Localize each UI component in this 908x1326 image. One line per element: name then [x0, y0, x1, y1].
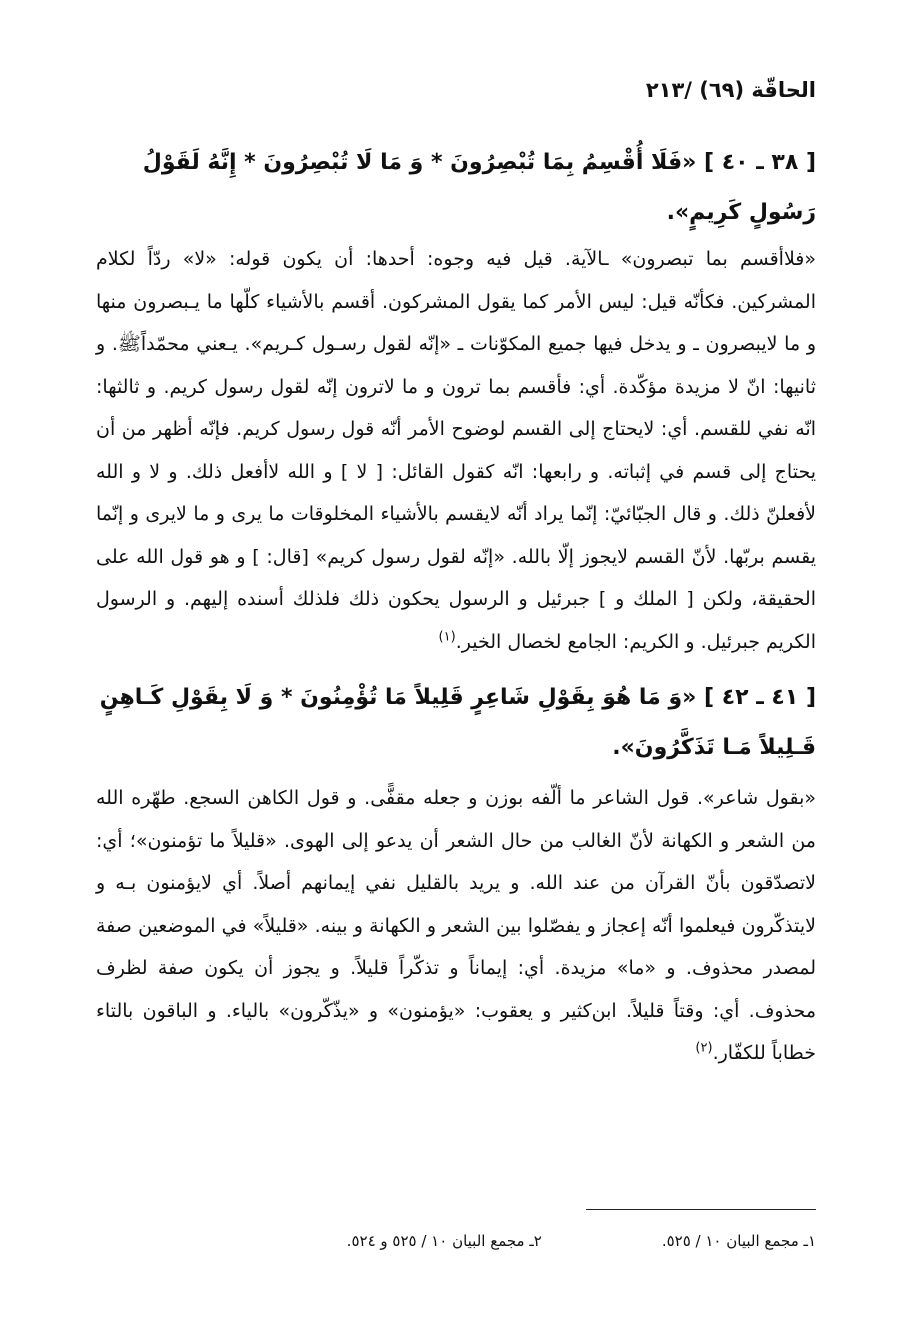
verse-heading: [ ٣٨ ـ ٤٠ ] «فَلَا أُقْسِمُ بِمَا تُبْصِرُونَ * وَ مَا لَا تُبْصِرُونَ * إِنَّهُ لَقَوْلُ رَسُولٍ كَرِيمٍ». [142, 150, 816, 225]
commentary-text: «بقول شاعر». قول الشاعر ما ألّفه بوزن و جعله مقفًّى. و قول الكاهن السجع. طهّره الله من الشعر و الكهانة لأنّ الغالب من حال الشعر أن يدعو إلى الهوى. «قليلاً ما تؤمنون»؛ أي: لاتصدّقون بأنّ القرآن من عند الله. و يريد بالقليل نفي إيمانهم أصلاً. أي لايؤمنون بـه و لايتذكّرون فيعلموا أنّه إعجاز و يفصّلوا بين الشعر و الكهانة و بينه. «قليلاً» في الموضعين صفة لمصدر محذوف. و «ما» مزيدة. أي: إيماناً و تذكّراً قليلاً. و يجوز أن يكون صفة لظرف محذوف. أي: وقتاً قليلاً. ابن‌كثير و يعقوب: «يؤمنون» و «يذّكّرون» بالياء. و الباقون بالتاء خطاباً للكفّار. [96, 787, 816, 1064]
footnote-item: ٢ـ مجمع البيان ١٠ / ٥٢٥ و ٥٢٤. [346, 1232, 542, 1250]
commentary-text: «فلاأقسم بما تبصرون» ـالآية. قيل فيه وجوه: أحدها: أن يكون قوله: «لا» ردّاً لكلام المشركين. فكأنّه قيل: ليس الأمر كما يقول المشركون. أقسم بالأشياء كلّها ما يـبصرون منها و ما لايبصرون ـ و يدخل فيها جميع المكوّنات ـ «إنّه لقول رسـول كـريم». يـعني محمّداًﷺ. و ثانيها: انّ لا مزيدة مؤكّدة. أي: فأقسم بما ترون و ما لاترون إنّه لقول رسول كريم. و ثالثها: انّه نفي للقسم. أي: لايحتاج إلى القسم لوضوح الأمر أنّه قول رسول كريم. فإنّه أظهر من أن يحتاج إلى قسم في إثباته. و رابعها: انّه كقول القائل: [ لا ] و الله لاأفعل ذلك. و لا و الله لأفعلنّ ذلك. و قال الجبّائيّ: إنّما يراد أنّه لايقسم بالأشياء المخلوقات ما يرى و ما لايرى و إنّما يقسم بربّها. لأنّ القسم لايجوز إلّا بالله. «إنّه لقول رسول كريم» [قال: ] و هو قول الله على الحقيقة، ولكن [ الملك و ] جبرئيل و الرسول يحكون ذلك فلذلك أسنده إليهم. و الرسول الكريم جبرئيل. و الكريم: الجامع لخصال الخير. [96, 248, 816, 653]
footnote-ref[interactable]: (١) [438, 629, 456, 645]
commentary-paragraph [96, 238, 816, 663]
running-head: الحاقّة (٦٩) /٢١٣ [645, 78, 816, 102]
commentary-paragraph [96, 777, 816, 1075]
verse-heading: [ ٤١ ـ ٤٢ ] «وَ مَا هُوَ بِقَوْلِ شَاعِرٍ قَلِيلاً مَا تُؤْمِنُونَ * وَ لَا بِقَوْلِ كَـاهِنٍ قَـلِيلاً مَـا تَذَكَّرُونَ». [99, 685, 816, 760]
footnote-ref[interactable]: (٢) [695, 1040, 713, 1056]
footnote-divider [586, 1209, 816, 1210]
footnote-item: ١ـ مجمع البيان ١٠ / ٥٢٥. [661, 1232, 816, 1250]
footnotes [96, 1232, 816, 1250]
